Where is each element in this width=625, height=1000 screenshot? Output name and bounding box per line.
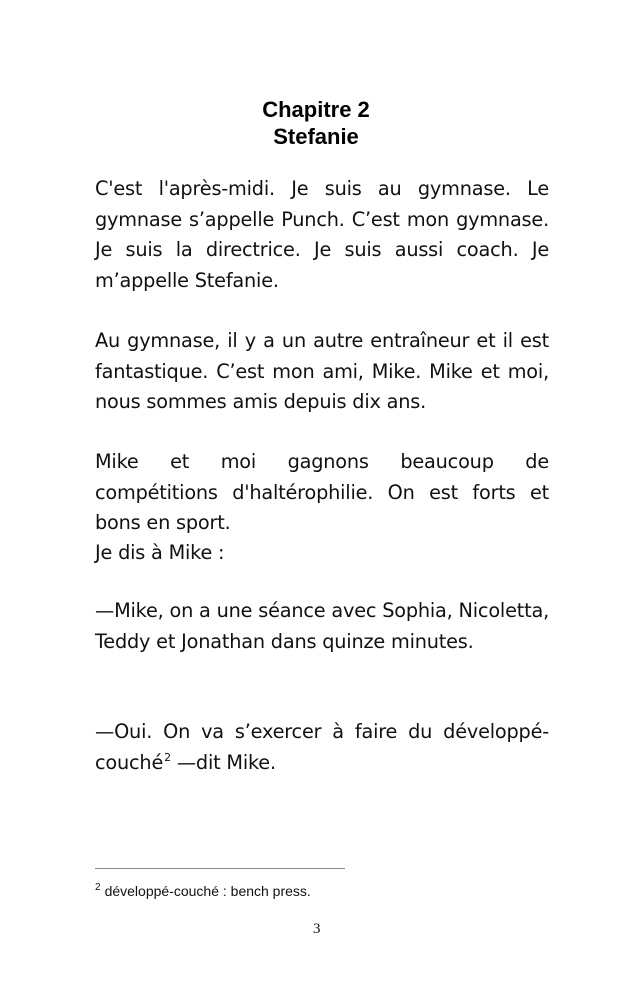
paragraph-text: Mike et moi gagnons beaucoup de compétitions d'haltérophilie. On est forts et bons en sport. bbox=[95, 450, 549, 534]
page-number: 3 bbox=[313, 921, 321, 937]
paragraph-3 bbox=[95, 447, 549, 539]
chapter-title: Stefanie bbox=[273, 124, 359, 149]
footnote bbox=[95, 881, 311, 901]
paragraph-text: —Mike, on a une séance avec Sophia, Nicoletta, Teddy et Jonathan dans quinze minutes. bbox=[95, 599, 549, 653]
dialogue-attribution: —dit Mike. bbox=[170, 750, 276, 774]
footnote-text: développé-couché : bench press. bbox=[104, 883, 311, 899]
chapter-number: Chapitre 2 bbox=[262, 97, 370, 122]
dialogue-line-1 bbox=[95, 596, 549, 657]
paragraph-2 bbox=[95, 326, 549, 418]
chapter-heading bbox=[0, 96, 625, 150]
dialogue-paragraph bbox=[95, 717, 549, 778]
footnote-marker: 2 bbox=[95, 882, 101, 893]
paragraph-1 bbox=[95, 174, 549, 296]
paragraph-text: —Oui. On va s’exercer à faire du développé-couché bbox=[95, 720, 549, 774]
dialogue-line-2 bbox=[95, 717, 549, 778]
footnote-reference[interactable]: 2 bbox=[164, 750, 171, 764]
paragraph-text: Au gymnase, il y a un autre entraîneur et il est fantastique. C’est mon ami, Mike. Mike et moi, nous sommes amis depuis dix ans. bbox=[95, 329, 549, 413]
paragraph-text: C'est l'après-midi. Je suis au gymnase. Le gymnase s’appelle Punch. C’est mon gymnase. Je suis la directrice. Je suis aussi coach. Je m’appelle Stefanie. bbox=[95, 177, 549, 292]
footnote-separator bbox=[95, 868, 345, 869]
paragraph-3-continued bbox=[95, 538, 549, 569]
paragraph-text: Je dis à Mike : bbox=[95, 541, 225, 564]
